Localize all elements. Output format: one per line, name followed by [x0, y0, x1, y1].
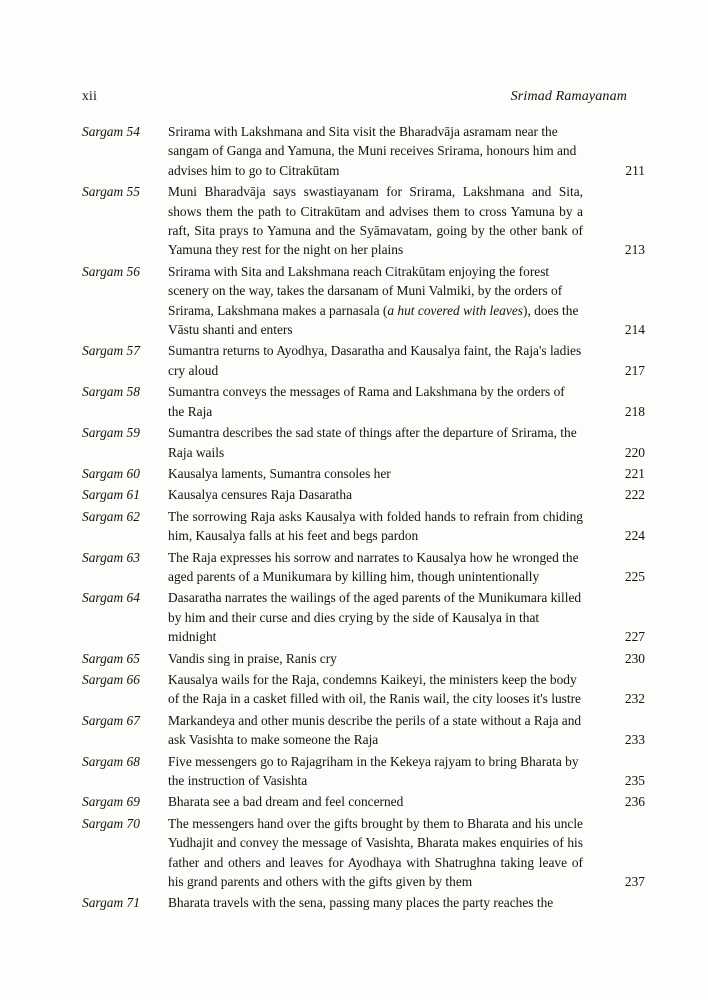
table-of-contents [82, 122, 645, 915]
toc-entry-body [168, 893, 645, 912]
toc-entry-body [168, 711, 645, 750]
toc-entry-page-number: 222 [624, 487, 645, 503]
toc-entry-label: Sargam 55 [82, 184, 140, 200]
toc-entry[interactable] [82, 341, 645, 380]
toc-entry-gloss: a hut covered with leaves [387, 302, 523, 318]
toc-entry-body [168, 814, 645, 892]
toc-entry-label: Sargam 60 [82, 465, 140, 481]
book-title: Srimad Ramayanam [510, 89, 627, 104]
toc-entry-label: Sargam 64 [82, 590, 140, 606]
toc-entry-description: Srirama with Sita and Lakshmana reach Citrakūtam enjoying the forest scenery on the way, takes the darsanam of Muni Valmiki, by the orders of Srirama, Lakshmana makes a parnasala (a hut covered with leaves), does the Vāstu shanti and enters [168, 263, 579, 338]
toc-entry-label: Sargam 68 [82, 753, 140, 769]
toc-entry-body [168, 262, 645, 340]
toc-entry-description: Vandis sing in praise, Ranis cry [168, 650, 337, 666]
toc-entry-body [168, 649, 645, 668]
toc-entry[interactable] [82, 752, 645, 791]
toc-entry-label: Sargam 58 [82, 384, 140, 400]
toc-entry[interactable] [82, 814, 645, 892]
toc-entry-description: Five messengers go to Rajagriham in the Kekeya rajyam to bring Bharata by the instruction of Vasishta [168, 753, 579, 788]
toc-entry-page-number: 233 [624, 732, 645, 748]
toc-entry-description: Bharata travels with the sena, passing many places the party reaches the [168, 895, 554, 911]
toc-entry-label: Sargam 70 [82, 815, 140, 831]
toc-entry-label: Sargam 57 [82, 343, 140, 359]
toc-entry-page-number: 213 [624, 242, 645, 258]
toc-entry-label: Sargam 62 [82, 508, 140, 524]
toc-entry-page-number: 221 [624, 465, 645, 481]
toc-entry[interactable] [82, 711, 645, 750]
toc-entry-body [168, 507, 645, 546]
toc-entry[interactable] [82, 182, 645, 260]
toc-entry-label: Sargam 61 [82, 487, 140, 503]
toc-entry[interactable] [82, 122, 645, 180]
toc-entry-label: Sargam 71 [82, 895, 140, 911]
toc-entry-body [168, 423, 645, 462]
toc-entry-label: Sargam 56 [82, 263, 140, 279]
toc-entry-page-number: 235 [624, 773, 645, 788]
toc-entry[interactable] [82, 262, 645, 340]
toc-entry-description: Markandeya and other munis describe the perils of a state without a Raja and ask Vasishta to make someone the Raja [168, 712, 582, 748]
toc-entry-description: Sumantra describes the sad state of things after the departure of Srirama, the Raja wails [168, 425, 577, 460]
toc-entry-label: Sargam 59 [82, 425, 140, 441]
toc-entry-body [168, 341, 645, 380]
toc-entry-label: Sargam 65 [82, 650, 140, 666]
toc-entry[interactable] [82, 893, 627, 912]
toc-entry-body [168, 548, 645, 587]
toc-entry[interactable] [82, 548, 645, 587]
toc-entry-page-number: 236 [624, 794, 645, 810]
toc-entry[interactable] [82, 485, 645, 504]
toc-entry-label: Sargam 63 [82, 549, 140, 565]
running-head [82, 88, 627, 108]
toc-entry-description: The sorrowing Raja asks Kausalya with folded hands to refrain from chiding him, Kausalya falls at his feet and begs pardon [168, 508, 583, 544]
toc-entry[interactable] [82, 423, 645, 462]
toc-entry-page-number: 237 [624, 874, 645, 890]
toc-entry-description: Sumantra returns to Ayodhya, Dasaratha and Kausalya faint, the Raja's ladies cry aloud [168, 343, 582, 378]
toc-entry-page-number: 217 [624, 362, 645, 378]
toc-entry-description: Kausalya wails for the Raja, condemns Kaikeyi, the ministers keep the body of the Raja in a casket filled with oil, the Ranis wail, the city looses it's lustre [168, 671, 581, 707]
toc-entry-page-number: 218 [624, 403, 645, 419]
toc-entry[interactable] [82, 588, 645, 646]
toc-entry-description: The Raja expresses his sorrow and narrates to Kausalya how he wronged the aged parents of a Munikumara by killing him, though unintentionally [168, 549, 579, 584]
toc-entry[interactable] [82, 382, 645, 421]
toc-entry-description: Kausalya censures Raja Dasaratha [168, 487, 353, 503]
toc-entry[interactable] [82, 649, 645, 668]
toc-entry-description: Bharata see a bad dream and feel concerned [168, 794, 404, 810]
toc-entry-description: Muni Bharadvāja says swastiayanam for Srirama, Lakshmana and Sita, shows them the path to Citrakūtam and advises them to cross Yamuna by a raft, Sita prays to Yamuna and the Syāmavatam, going by the other bank of Yamuna they rest for the night on her plains [168, 184, 583, 258]
toc-entry-description: Sumantra conveys the messages of Rama and Lakshmana by the orders of the Raja [168, 384, 565, 419]
toc-entry-page-number: 232 [624, 691, 645, 707]
toc-entry-label: Sargam 69 [82, 794, 140, 810]
toc-entry-body [168, 464, 645, 483]
toc-entry-body [168, 670, 645, 709]
folio-number: xii [82, 88, 98, 103]
toc-entry[interactable] [82, 507, 645, 546]
toc-entry[interactable] [82, 464, 645, 483]
toc-entry-page-number: 214 [624, 322, 645, 338]
toc-entry-page-number: 220 [624, 444, 645, 460]
toc-entry[interactable] [82, 792, 645, 811]
toc-entry-description: Dasaratha narrates the wailings of the aged parents of the Munikumara killed by him and their curse and dies crying by the side of Kausalya in that midnight [168, 590, 582, 645]
toc-entry-description: The messengers hand over the gifts brought by them to Bharata and his uncle Yudhajit and convey the message of Vasishta, Bharata makes enquiries of his father and others and leaves for Ayodhaya with Shatrughna taking leave of his grand parents and others with the gifts given by them [168, 815, 583, 890]
toc-entry-page-number: 211 [625, 162, 645, 178]
toc-entry-body [168, 382, 645, 421]
toc-entry-label: Sargam 66 [82, 671, 140, 687]
toc-entry-body [168, 485, 645, 504]
toc-entry-body [168, 792, 645, 811]
toc-entry-body [168, 182, 645, 260]
toc-entry-description: Kausalya laments, Sumantra consoles her [168, 465, 391, 481]
toc-entry-body [168, 752, 645, 791]
toc-entry-body [168, 588, 645, 646]
toc-entry-description: Srirama with Lakshmana and Sita visit the Bharadvāja asramam near the sangam of Ganga and Yamuna, the Muni receives Srirama, honours him and advises him to go to Citrakūtam [168, 124, 577, 178]
toc-entry[interactable] [82, 670, 645, 709]
toc-entry-page-number: 225 [624, 568, 645, 584]
toc-entry-label: Sargam 67 [82, 712, 140, 728]
toc-entry-label: Sargam 54 [82, 124, 140, 139]
toc-entry-page-number: 224 [624, 528, 645, 544]
toc-entry-page-number: 227 [624, 629, 645, 645]
toc-entry-body [168, 122, 645, 180]
toc-entry-page-number: 230 [624, 650, 645, 666]
